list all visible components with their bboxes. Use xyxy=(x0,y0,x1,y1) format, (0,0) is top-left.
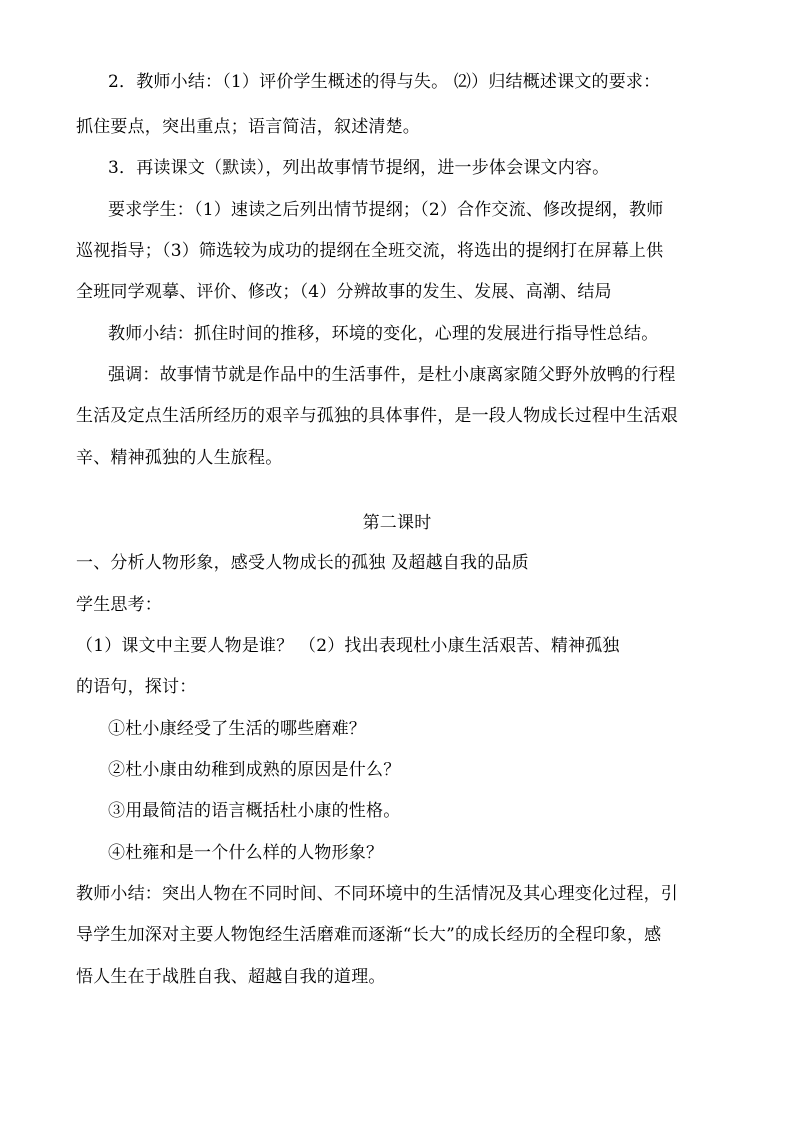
paragraph-emphasis-cont-2: 辛、精神孤独的人生旅程。 xyxy=(76,448,283,468)
paragraph-reread: 3．再读课文（默读），列出故事情节提纲，进一步体会课文内容。 xyxy=(108,158,610,178)
paragraph-requirements: 要求学生：（1）速读之后列出情节提纲；（2）合作交流、修改提纲，教师 xyxy=(108,200,664,220)
paragraph-teacher-summary-3: 教师小结：突出人物在不同时间、不同环境中的生活情况及其心理变化过程，引 xyxy=(76,884,678,904)
paragraph-emphasis: 强调：故事情节就是作品中的生活事件，是杜小康离家随父野外放鸭的行程 xyxy=(108,365,676,385)
question-line: （1）课文中主要人物是谁？ （2）找出表现杜小康生活艰苦、精神孤独 xyxy=(76,636,620,656)
paragraph-teacher-summary-2: 教师小结：抓住时间的推移，环境的变化，心理的发展进行指导性总结。 xyxy=(108,324,659,344)
paragraph-requirements-cont-2: 全班同学观摹、评价、修改；（4）分辨故事的发生、发展、高潮、结局 xyxy=(76,282,612,302)
section-title: 一、分析人物形象，感受人物成长的孤独 及超越自我的品质 xyxy=(76,553,529,573)
paragraph-teacher-summary-3-cont-2: 悟人生在于战胜自我、超越自我的道理。 xyxy=(76,967,386,987)
paragraph-emphasis-cont-1: 生活及定点生活所经历的艰辛与孤独的具体事件，是一段人物成长过程中生活艰 xyxy=(76,406,678,426)
paragraph-teacher-summary-3-cont-1: 导学生加深对主要人物饱经生活磨难而逐渐“长大”的成长经历的全程印象，感 xyxy=(76,925,662,945)
question-item-1: ①杜小康经受了生活的哪些磨难？ xyxy=(108,719,366,739)
paragraph-teacher-summary-1: 2．教师小结：（1）评价学生概述的得与失。 ⑵）归结概述课文的要求： xyxy=(108,72,661,92)
paragraph-teacher-summary-1-cont: 抓住要点，突出重点；语言简洁，叙述清楚。 xyxy=(76,117,420,137)
student-thinking-label: 学生思考： xyxy=(76,595,162,615)
question-item-4: ④杜雍和是一个什么样的人物形象？ xyxy=(108,843,384,863)
question-item-2: ②杜小康由幼稚到成熟的原因是什么？ xyxy=(108,760,401,780)
paragraph-requirements-cont-1: 巡视指导；（3）筛选较为成功的提纲在全班交流，将选出的提纲打在屏幕上供 xyxy=(76,241,664,261)
question-line-cont: 的语句，探讨： xyxy=(76,677,197,697)
question-item-3: ③用最简洁的语言概括杜小康的性格。 xyxy=(108,801,401,821)
section-heading: 第二课时 xyxy=(362,513,432,533)
